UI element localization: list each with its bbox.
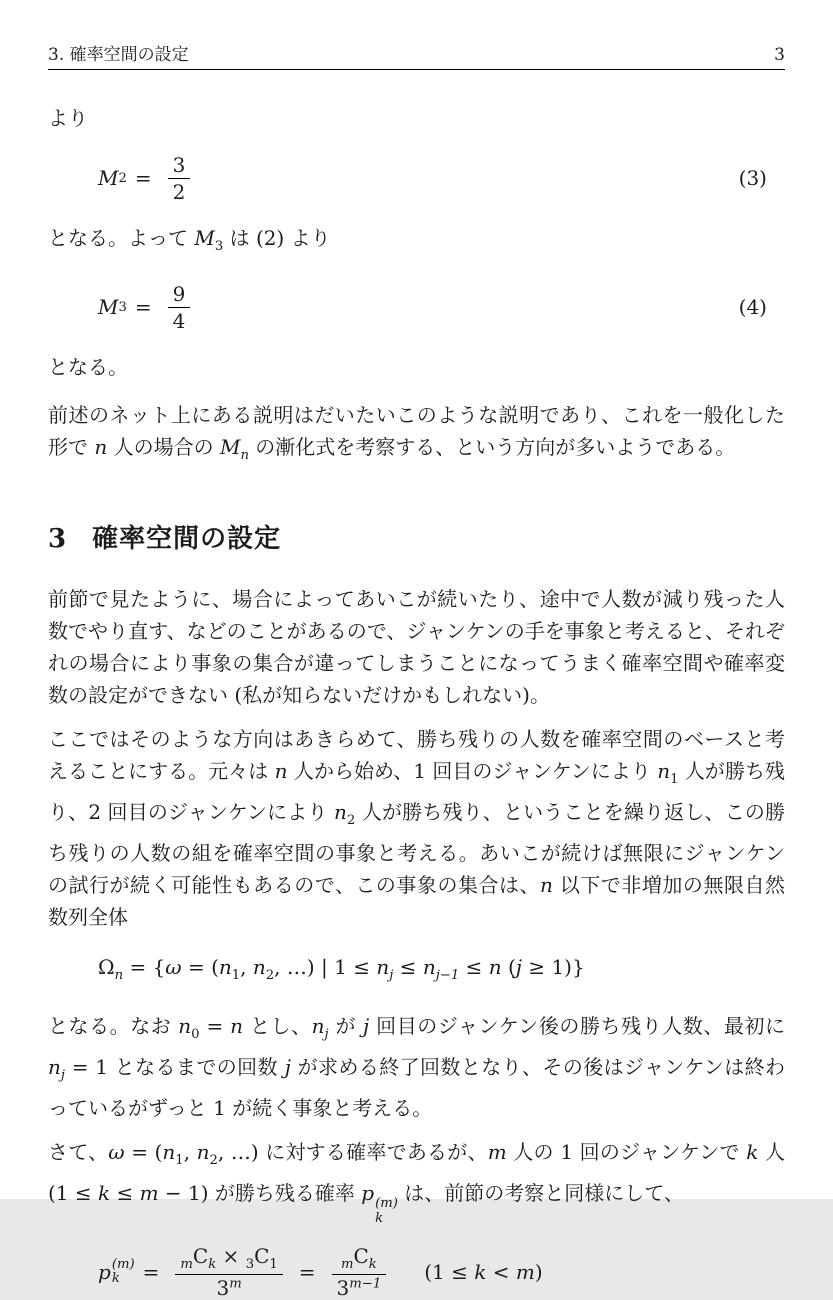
math-var-j: j [515,955,522,979]
math-var-m: m [139,1181,159,1205]
text: 人 (1 ≤ [48,1140,786,1205]
math-sub: j−1 [435,968,460,983]
equals-sign: = [134,295,152,319]
math-sub: 1 [670,772,679,787]
math-text: < [486,1259,516,1284]
math-sub: 0 [191,1027,200,1042]
math-sup: (m) [375,1196,398,1212]
fraction-numerator: 9 [172,281,186,306]
equals-sign: = [142,1259,160,1284]
math-var-n: n [218,955,232,979]
fraction-denominator: 4 [168,307,191,333]
math-var-j: j [284,1055,291,1079]
section-heading [48,518,785,555]
math-sub: k [368,1257,377,1273]
math-text: ) [534,1259,543,1284]
math-var-M: M [98,295,119,319]
header-rule [48,69,785,70]
running-title: 3. 確率空間の設定 [48,45,189,65]
math-sub: k [375,1211,384,1227]
math-text: , [183,1140,197,1164]
paragraph-body-4 [48,1136,785,1226]
text: 人が勝ち残り、2 回目のジャンケンにより [48,759,785,824]
math-var-n: n [230,1014,244,1038]
math-var-n: n [252,955,266,979]
math-var-m: m [515,1259,535,1284]
math-var-k: k [98,1181,111,1205]
math-presub: m [180,1257,193,1273]
math-supsub [375,1197,398,1226]
math-var-n: n [311,1014,325,1038]
math-var-k: k [474,1259,487,1284]
text: となるまでの回数 [107,1055,285,1079]
page-number: 3 [774,45,785,65]
math-sub: j [324,1027,329,1042]
math-text: = 1 [64,1055,108,1079]
math-combination-C: C [192,1244,209,1269]
fraction [175,1244,282,1300]
math-var-n: n [196,1140,210,1164]
math-text: = [199,1014,231,1038]
math-text: = { [123,955,166,979]
equals-sign: = [298,1259,316,1284]
equation-tag-3: (3) [738,166,767,190]
math-sub: 3 [214,239,224,254]
paragraph-lead [48,102,785,134]
text: 回目のジャンケン後の勝ち残り人数、最初に [369,1014,786,1038]
text: 前節で見たように、場合によってあいこが続いたり、途中で人数が減り残った人数でやり直す、などのことがあるので、ジャンケンの手を事象と考えると、それぞれの場合により事象の集合が違ってしまうことになってうまく確率空間や確率変数の設定ができない (私が知らないだけかもしれない)。 [48,587,785,707]
text: 前述のネット上にある説明はだいたいこのような説明であり、これを一般化した形で [48,403,785,459]
math-exp: m−1 [349,1276,382,1292]
equation-omega [48,948,785,995]
math-text: , …) [217,1140,259,1164]
math-var-n: n [162,1140,176,1164]
math-sub: 1 [269,1257,278,1273]
math-text: (1 ≤ [424,1259,475,1284]
math-sub: 2 [346,813,356,828]
math-sub: 2 [209,1153,218,1168]
math-var-M: M [219,435,241,459]
math-text: ≤ [459,955,489,979]
text: 人が勝ち残り、ということを繰り返し、この勝ち残りの人数の組を確率空間の事象と考える。あいこが続けば無限にジャンケンの試行が続く可能性もあるので、この事象の集合は、 [48,800,786,897]
paragraph-body-1 [48,583,785,711]
math-text: ≤ [393,955,423,979]
math-text: , …) | 1 ≤ [274,955,377,979]
paragraph-body-2 [48,723,785,933]
math-sub: k [208,1257,217,1273]
math-text: , [240,955,253,979]
math-var-j: j [363,1014,370,1038]
text: さて、 [48,1140,109,1164]
text: の漸化式を考察する、という方向が多いようである。 [248,435,736,459]
equation-3 [48,150,785,206]
fraction [168,153,191,204]
math-var-k: k [746,1140,759,1164]
math-sup: (m) [111,1256,135,1272]
equation-3-body [98,153,198,204]
fraction-numerator [332,1244,387,1274]
text: に対する確率であるが、 [258,1140,488,1164]
equation-probability-body [98,1244,543,1300]
paragraph-close [48,351,785,383]
math-var-M: M [194,226,215,250]
math-combination-C: C [254,1244,270,1269]
fraction-numerator [175,1244,282,1274]
math-var-m: m [487,1140,507,1164]
section-number: 3 [48,524,67,554]
math-text: ≥ 1)} [521,955,585,979]
text: とし、 [243,1014,312,1038]
math-sub: 1 [175,1153,184,1168]
math-text: ( [501,955,516,979]
fraction [332,1244,387,1300]
fraction-numerator: 3 [172,152,186,177]
section-title: 確率空間の設定 [92,524,282,554]
math-var-n: n [488,955,502,979]
text: となる。なお [48,1014,179,1038]
math-var-omega: ω [165,955,182,979]
equation-tag-4: (4) [738,295,767,319]
text: − 1) が勝ち残る確率 [158,1181,362,1205]
math-presub: 3 [245,1257,255,1273]
fraction-denominator: 2 [168,178,191,204]
math-sub: j [389,968,394,983]
fraction-denominator [332,1274,387,1300]
math-var-p: p [361,1181,375,1205]
text: となる。よって [48,226,195,250]
math-presub: m [340,1257,354,1273]
text: は (2) より [223,226,331,250]
math-var-n: n [48,1055,61,1079]
math-base: 3 [216,1275,230,1300]
math-var-p: p [98,1259,111,1284]
math-sub: n [114,968,124,983]
times-sign: × [216,1244,246,1269]
equals-sign: = [134,166,152,190]
math-base: 3 [336,1275,350,1300]
text: 以下で非増加の無限自然数列全体 [48,873,785,929]
math-sub: 2 [265,968,275,983]
text: は、前節の考察と同様にして、 [397,1181,684,1205]
math-supsub [112,1258,135,1287]
math-var-M: M [98,166,119,190]
math-sub: 3 [118,299,127,315]
text: が [328,1014,364,1038]
text: ≤ [110,1181,140,1205]
math-combination-C: C [353,1244,369,1269]
equation-probability [48,1244,785,1300]
math-var-n: n [178,1014,192,1038]
paragraph-summary [48,399,785,472]
equation-condition [424,1260,542,1284]
text: 人の 1 回のジャンケンで [506,1140,747,1164]
paragraph-body-3 [48,1010,785,1124]
math-var-omega: ω [108,1140,125,1164]
math-sub: k [111,1271,120,1287]
equation-omega-body [98,955,585,983]
text: となる。 [48,355,128,379]
text: 人から始め、1 回目のジャンケンにより [287,759,658,783]
page-header [48,44,785,66]
math-var-n: n [540,873,553,897]
equation-4-body [98,282,198,333]
math-var-n: n [376,955,390,979]
math-var-n: n [422,955,436,979]
math-sub: j [60,1068,65,1083]
text: が求める終了回数となり、その後はジャンケンは終わっているがずっと 1 が続く事象と考える。 [48,1055,785,1120]
text: 人の場合の [107,435,220,459]
lead-text: より [48,106,88,130]
text: ここではそのような方向はあきらめて、勝ち残りの人数を確率空間のベースと考えることにする。元々は [48,727,785,783]
math-var-n: n [94,435,108,459]
paragraph-bridge [48,222,785,263]
math-text: = ( [181,955,219,979]
fraction-denominator [175,1274,282,1300]
math-var-Omega: Ω [98,955,115,979]
equation-4 [48,279,785,335]
math-var-n: n [657,759,671,783]
math-text: = ( [124,1140,163,1164]
math-var-n: n [334,800,347,824]
math-exp: m [229,1276,242,1292]
math-sub: 2 [118,170,127,186]
math-sub: 1 [231,968,241,983]
math-sub: n [240,448,249,463]
math-var-n: n [274,759,288,783]
fraction [168,282,191,333]
